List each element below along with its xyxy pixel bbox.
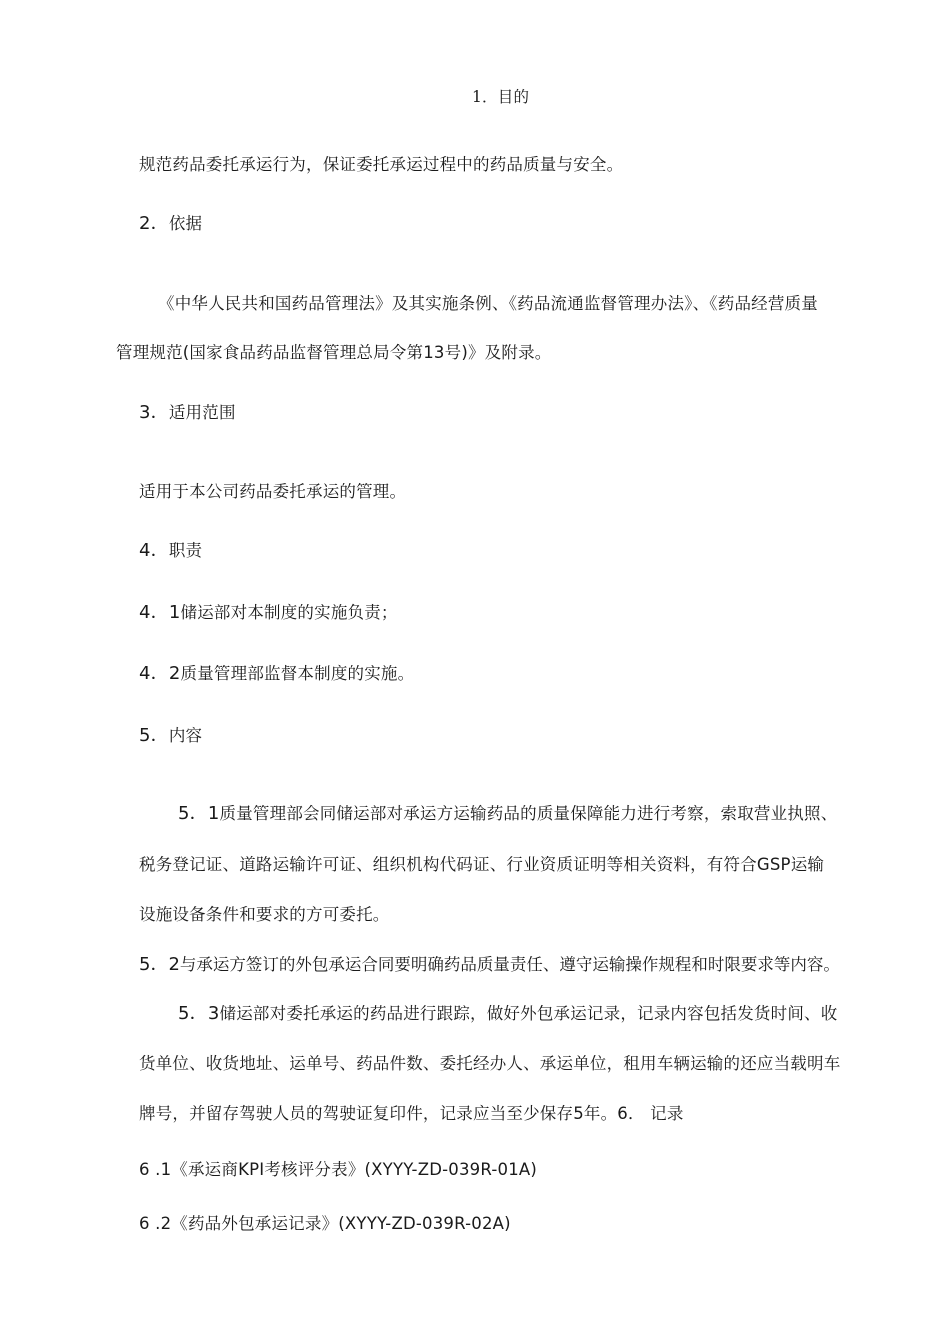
section-4-heading	[139, 541, 202, 561]
section-5-number: 5．	[139, 725, 169, 746]
section-3-heading	[139, 403, 236, 423]
section-4-2-number: 4．2	[139, 663, 181, 684]
section-5-heading	[139, 726, 202, 746]
section-5-3-text: 储运部对委托承运的药品进行跟踪，做好外包承运记录，记录内容包括发货时间、收	[219, 1004, 838, 1023]
section-4-2-text: 质量管理部监督本制度的实施。	[180, 664, 415, 683]
section-5-3-line-1	[178, 1004, 837, 1024]
section-5-1-text: 质量管理部会同储运部对承运方运输药品的质量保障能力进行考察，索取营业执照、	[219, 804, 838, 823]
section-4-number: 4．	[139, 540, 169, 561]
section-5-3-line-3: 牌号，并留存驾驶人员的驾驶证复印件，记录应当至少保存5年。6． 记录	[139, 1104, 684, 1123]
section-1-heading: 1．目的	[472, 88, 530, 106]
section-5-1-line-3: 设施设备条件和要求的方可委托。	[139, 905, 390, 924]
section-5-3-number: 5．3	[178, 1003, 220, 1024]
section-2-body-line-2: 管理规范(国家食品药品监督管理总局令第13号)》及附录。	[116, 343, 552, 362]
section-3-title: 适用范围	[168, 403, 236, 422]
section-5-1-line-2: 税务登记证、道路运输许可证、组织机构代码证、行业资质证明等相关资料，有符合GSP运输	[139, 855, 825, 874]
section-2-title: 依据	[168, 214, 203, 233]
section-5-3-line-2: 货单位、收货地址、运单号、药品件数、委托经办人、承运单位，租用车辆运输的还应当载明车	[139, 1054, 841, 1073]
section-2-number: 2．	[139, 213, 169, 234]
section-5-2-number: 5．2	[139, 954, 180, 975]
section-3-number: 3．	[139, 402, 169, 423]
section-5-2	[139, 955, 840, 975]
section-4-title: 职责	[168, 541, 203, 560]
section-4-1-number: 4．1	[139, 602, 181, 623]
section-2-heading	[139, 214, 202, 234]
section-6-1: 6 .1《承运商KPI考核评分表》(XYYY-ZD-039R-01A)	[139, 1160, 538, 1179]
section-2-body-line-1: 《中华人民共和国药品管理法》及其实施条例、《药品流通监督管理办法》、《药品经营质量	[158, 294, 818, 313]
section-1-body: 规范药品委托承运行为，保证委托承运过程中的药品质量与安全。	[139, 155, 624, 174]
section-4-1-text: 储运部对本制度的实施负责；	[180, 603, 398, 622]
section-4-1	[139, 603, 398, 623]
section-4-2	[139, 664, 414, 684]
section-5-1-line-1	[178, 804, 837, 824]
section-5-title: 内容	[168, 726, 203, 745]
section-6-2: 6 .2《药品外包承运记录》(XYYY-ZD-039R-02A)	[139, 1214, 511, 1233]
section-5-1-number: 5．1	[178, 803, 220, 824]
section-5-2-text: 与承运方签订的外包承运合同要明确药品质量责任、遵守运输操作规程和时限要求等内容。	[179, 955, 840, 974]
section-3-body: 适用于本公司药品委托承运的管理。	[139, 482, 407, 501]
